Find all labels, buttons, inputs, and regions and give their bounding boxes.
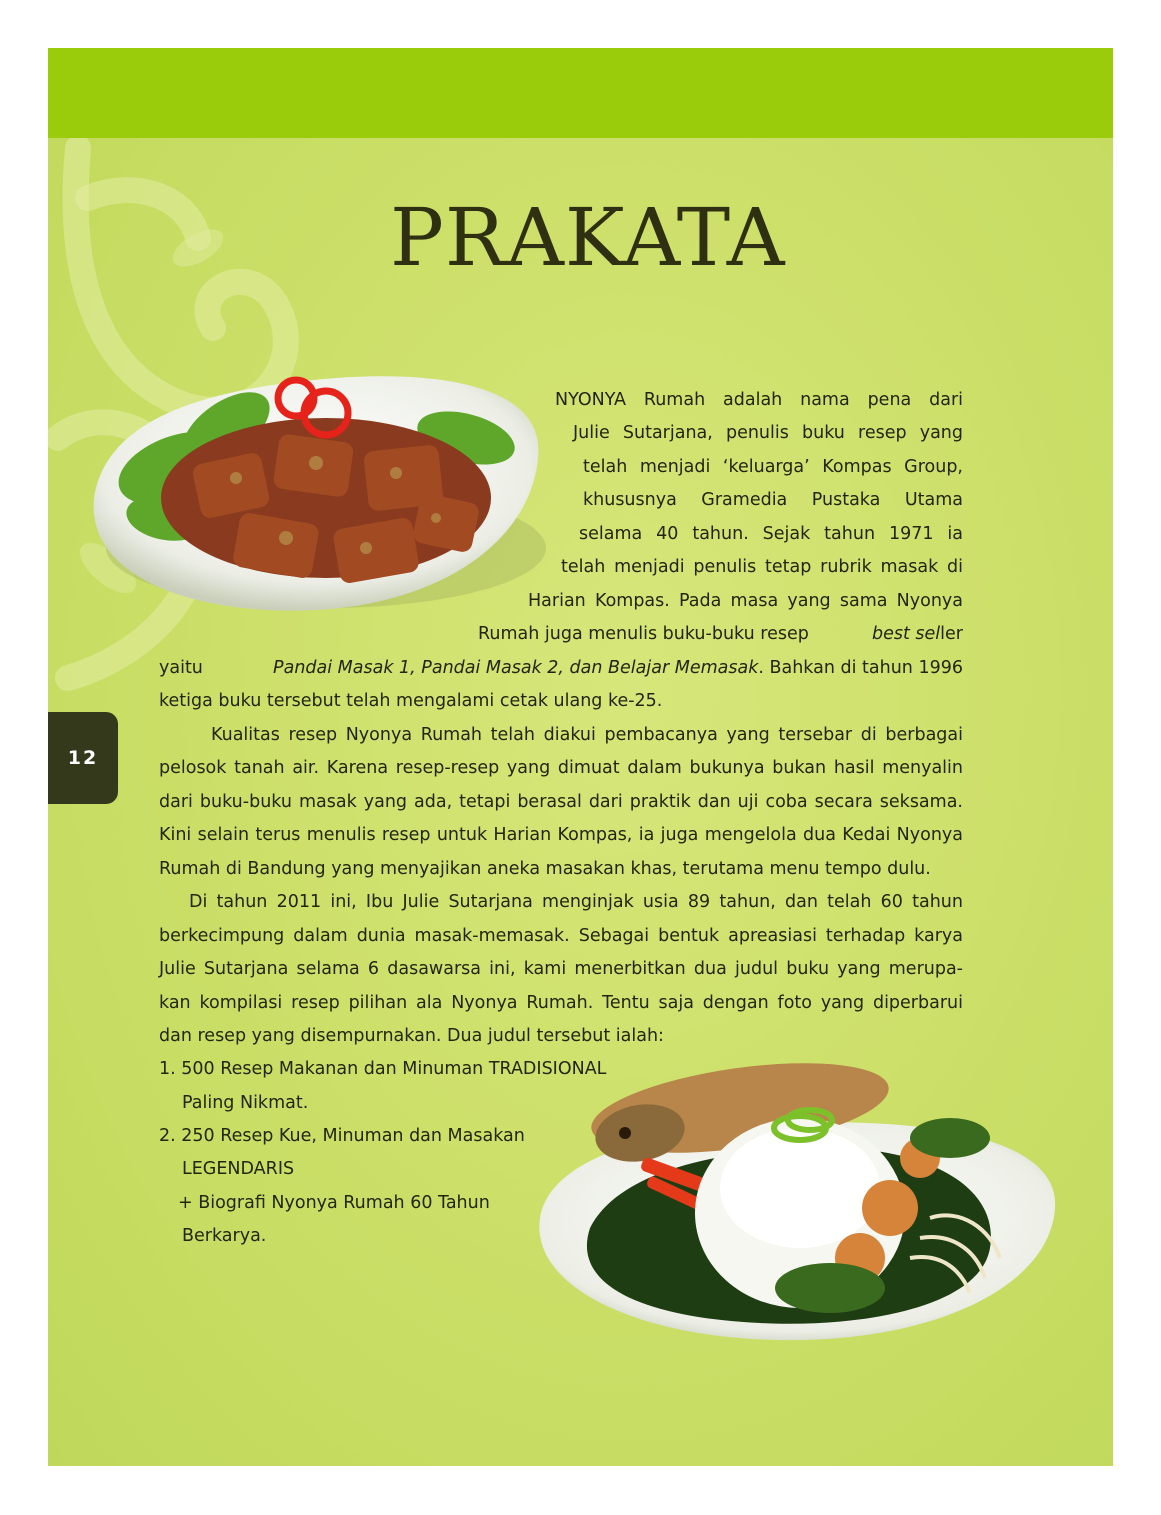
intro-line-6: telah menjadi penulis tetap rubrik masak di [561, 557, 963, 577]
food-photo-rendang [86, 348, 556, 618]
top-banner [48, 48, 1113, 138]
food-photo-rice-plate [530, 1048, 1070, 1348]
intro-line-3: telah menjadi ‘keluarga’ Kompas Group, [583, 457, 963, 477]
intro-line-8-end: ler [940, 624, 963, 644]
para2-line-4: Kini selain terus menulis resep untuk Harian Kompas, ia juga mengelola dua Kedai Nyonya [159, 825, 963, 845]
list-item-1: 1. 500 Resep Makanan dan Minuman TRADISIONAL [159, 1059, 607, 1079]
intro-line-9-start: yaitu [159, 658, 203, 678]
para2-line-5: Rumah di Bandung yang menyajikan aneka masakan khas, terutama menu tempo dulu. [159, 859, 931, 879]
intro-line-9 [159, 652, 963, 685]
intro-line-7: Harian Kompas. Pada masa yang sama Nyonya [528, 591, 963, 611]
para3-line-3: Julie Sutarjana selama 6 dasawarsa ini, kami menerbitkan dua judul buku yang merupa- [159, 959, 963, 979]
page-title: PRAKATA [390, 191, 786, 284]
intro-line-1: NYONYA Rumah adalah nama pena dari [555, 390, 963, 410]
para3-line-2: berkecimpung dalam dunia masak-memasak. Sebagai bentuk apreasiasi terhadap karya [159, 926, 963, 946]
page-number: 12 [67, 747, 99, 769]
list-item-2-biography: + Biografi Nyonya Rumah 60 Tahun [178, 1193, 490, 1213]
intro-line-10: ketiga buku tersebut telah mengalami cetak ulang ke-25. [159, 691, 663, 711]
intro-line-8 [478, 618, 963, 651]
book-page [48, 48, 1113, 1466]
para2-line-1: Kualitas resep Nyonya Rumah telah diakui pembacanya yang tersebar di berbagai [211, 725, 963, 745]
intro-line-4: khususnya Gramedia Pustaka Utama [583, 490, 963, 510]
list-item-2-end: Berkarya. [182, 1226, 267, 1246]
para2-line-3: dari buku-buku masak yang ada, tetapi berasal dari praktik dan uji coba secara seksama. [159, 792, 963, 812]
list-item-2-cont: LEGENDARIS [182, 1159, 295, 1179]
list-item-2: 2. 250 Resep Kue, Minuman dan Masakan [159, 1126, 525, 1146]
intro-line-9-end: . Bahkan di tahun 1996 [758, 658, 963, 678]
intro-line-8-italic: best sel [872, 624, 941, 644]
page-number-tab [48, 712, 118, 804]
para3-line-4: kan kompilasi resep pilihan ala Nyonya Rumah. Tentu saja dengan foto yang diperbarui [159, 993, 963, 1013]
intro-line-2: Julie Sutarjana, penulis buku resep yang [573, 423, 963, 443]
intro-line-5: selama 40 tahun. Sejak tahun 1971 ia [579, 524, 963, 544]
para2-line-2: pelosok tanah air. Karena resep-resep yang dimuat dalam bukunya bukan hasil menyalin [159, 758, 963, 778]
intro-line-9-book-titles: Pandai Masak 1, Pandai Masak 2, dan Belajar Memasak [273, 658, 759, 678]
para3-line-5: dan resep yang disempurnakan. Dua judul tersebut ialah: [159, 1026, 664, 1046]
para3-line-1: Di tahun 2011 ini, Ibu Julie Sutarjana menginjak usia 89 tahun, dan telah 60 tahun [189, 892, 963, 912]
intro-line-8-text: Rumah juga menulis buku-buku resep [478, 624, 809, 644]
list-item-1-cont: Paling Nikmat. [182, 1093, 309, 1113]
